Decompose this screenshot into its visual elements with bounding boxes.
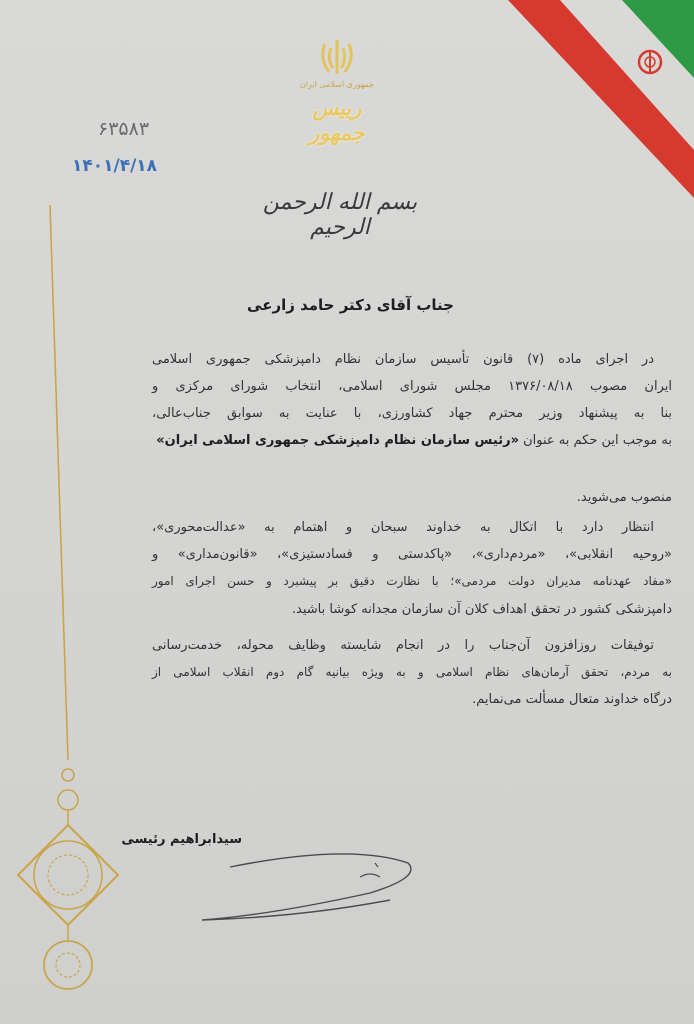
text-line: انتظار دارد با اتکال به خداوند سبحان و اهتمام به «عدالت‌محوری»، <box>152 520 654 535</box>
logo-president-title: رییس جمهور <box>309 95 365 145</box>
text-line: «مفاد عهدنامه مدیران دولت مردمی»؛ با نظارت دقیق بر پیشبرد و حسن اجرای امور <box>152 574 672 588</box>
appointed-position: «رئیس سازمان نظام دامپزشکی جمهوری اسلامی ایران» <box>156 433 519 448</box>
text-line: ایران مصوب ۱۳۷۶/۰۸/۱۸ مجلس شورای اسلامی، انتخاب شورای مرکزی و <box>152 379 672 394</box>
emblem-logo-icon <box>317 36 357 80</box>
text-line: درگاه خداوند متعال مسألت می‌نمایم. <box>472 692 672 707</box>
handwritten-signature <box>190 845 440 925</box>
iran-emblem-icon <box>639 51 661 73</box>
gold-ornament-border <box>10 200 130 1000</box>
signer-name: سیدابراهیم رئیسی <box>121 832 242 847</box>
text-line: منصوب می‌شوید. <box>576 490 672 505</box>
letter-date: ۱۴۰۱/۴/۱۸ <box>72 156 158 176</box>
text-line: به مردم، تحقق آرمان‌های نظام اسلامی و به ویژه بیانیه گام دوم انقلاب اسلامی از <box>152 665 672 679</box>
reference-number: ۶۳۵۸۳ <box>98 118 150 140</box>
addressee: جناب آقای دکتر حامد زارعی <box>247 296 454 314</box>
text-line: در اجرای ماده (۷) قانون تأسیس سازمان نظام دامپزشکی جمهوری اسلامی <box>152 352 654 367</box>
text-line: دامپزشکی کشور در تحقق اهداف کلان آن سازمان مجدانه کوشا باشید. <box>291 602 672 617</box>
text-line: «روحیه انقلابی»، «مردم‌داری»، «پاکدستی و فسادستیزی»، «قانون‌مداری» و <box>152 547 672 562</box>
text-line: توفیقات روزافزون آن‌جناب را در انجام شایسته وظایف محوله، خدمت‌رسانی <box>152 638 654 653</box>
bismillah-calligraphy: بسم الله الرحمن الرحیم <box>262 190 418 240</box>
text-line: بنا به پیشنهاد وزیر محترم جهاد کشاورزی، با عنایت به سوابق جناب‌عالی، <box>152 406 672 421</box>
text-line: به موجب این حکم به عنوان <box>523 433 672 448</box>
logo-country-name: جمهوری اسلامی ایران <box>299 80 375 89</box>
